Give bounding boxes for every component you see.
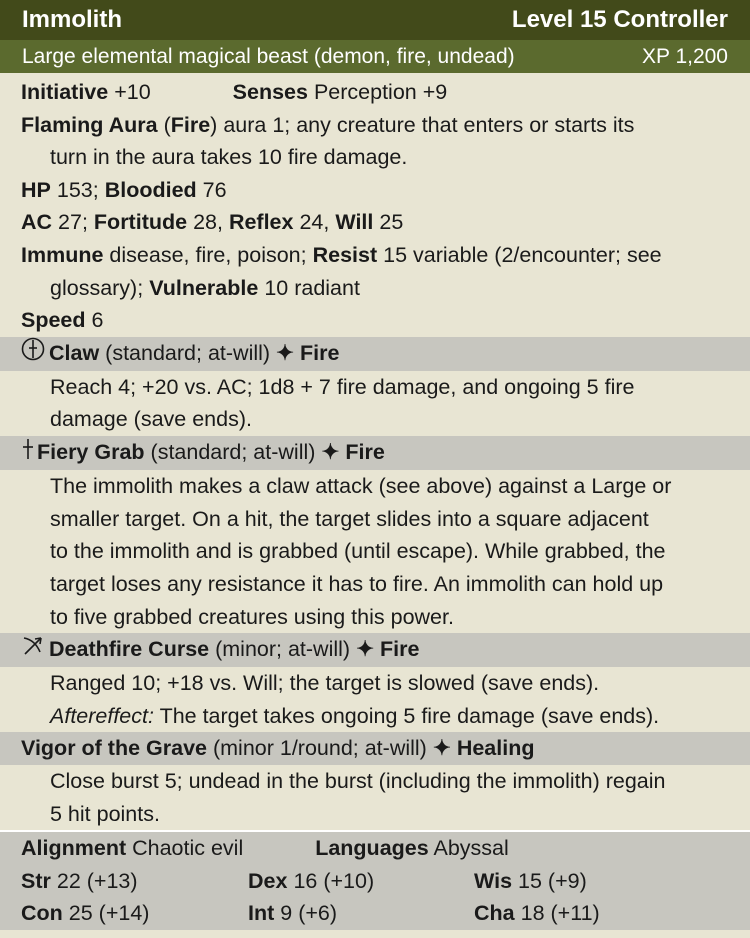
abilities-row-1: Str 22 (+13) Dex 16 (+10) Wis 15 (+9): [21, 868, 587, 893]
immune-line-2: glossary); Vulnerable 10 radiant: [50, 275, 360, 300]
creature-type: Large elemental magical beast (demon, fire, undead): [22, 44, 515, 68]
grab-text-2: smaller target. On a hit, the target slides into a square adjacent: [50, 506, 649, 531]
hp-line: HP 153; Bloodied 76: [21, 177, 227, 202]
curse-text-1: Ranged 10; +18 vs. Will; the target is slowed (save ends).: [50, 671, 600, 696]
alignment-line: Alignment Chaotic evil Languages Abyssal: [21, 836, 509, 861]
melee-icon: [21, 437, 35, 471]
grab-text-1: The immolith makes a claw attack (see above) against a Large or: [50, 474, 672, 499]
ranged-icon: [21, 634, 45, 668]
vigor-text-2: 5 hit points.: [50, 801, 160, 826]
grab-text-4: target loses any resistance it has to fire. An immolith can hold up: [50, 571, 664, 596]
creature-name: Immolith: [22, 6, 122, 33]
grab-text-3: to the immolith and is grabbed (until escape). While grabbed, the: [50, 539, 666, 564]
vigor-text-1: Close burst 5; undead in the burst (including the immolith) regain: [50, 769, 666, 794]
immune-line: Immune disease, fire, poison; Resist 15 variable (2/encounter; see: [21, 242, 662, 267]
speed-line: Speed 6: [21, 308, 104, 333]
title-bar: [0, 0, 750, 40]
abilities-section: [0, 830, 750, 930]
defenses-line: AC 27; Fortitude 28, Reflex 24, Will 25: [21, 210, 404, 235]
melee-basic-icon: [21, 337, 45, 371]
curse-text-2: Aftereffect: The target takes ongoing 5 fire damage (save ends).: [50, 703, 660, 728]
creature-xp: XP 1,200: [641, 44, 728, 68]
claw-text-1: Reach 4; +20 vs. AC; 1d8 + 7 fire damage, and ongoing 5 fire: [50, 374, 635, 399]
grab-text-5: to five grabbed creatures using this power.: [50, 604, 454, 629]
power-vigor-header: Vigor of the Grave (minor 1/round; at-will) ✦ Healing: [0, 732, 750, 765]
power-claw-header: Claw (standard; at-will) ✦ Fire: [0, 337, 750, 371]
type-bar: [0, 40, 750, 73]
aura-line: Flaming Aura (Fire) aura 1; any creature that enters or starts its: [21, 112, 635, 137]
aura-line-2: turn in the aura takes 10 fire damage.: [50, 145, 408, 170]
creature-level: Level 15 Controller: [511, 6, 728, 33]
abilities-row-2: Con 25 (+14) Int 9 (+6) Cha 18 (+11): [21, 901, 600, 926]
claw-text-2: damage (save ends).: [50, 407, 252, 432]
power-curse-header: Deathfire Curse (minor; at-will) ✦ Fire: [0, 633, 750, 667]
initiative-line: Initiative +10 Senses Perception +9: [21, 80, 448, 104]
power-grab-header: Fiery Grab (standard; at-will) ✦ Fire: [0, 436, 750, 470]
